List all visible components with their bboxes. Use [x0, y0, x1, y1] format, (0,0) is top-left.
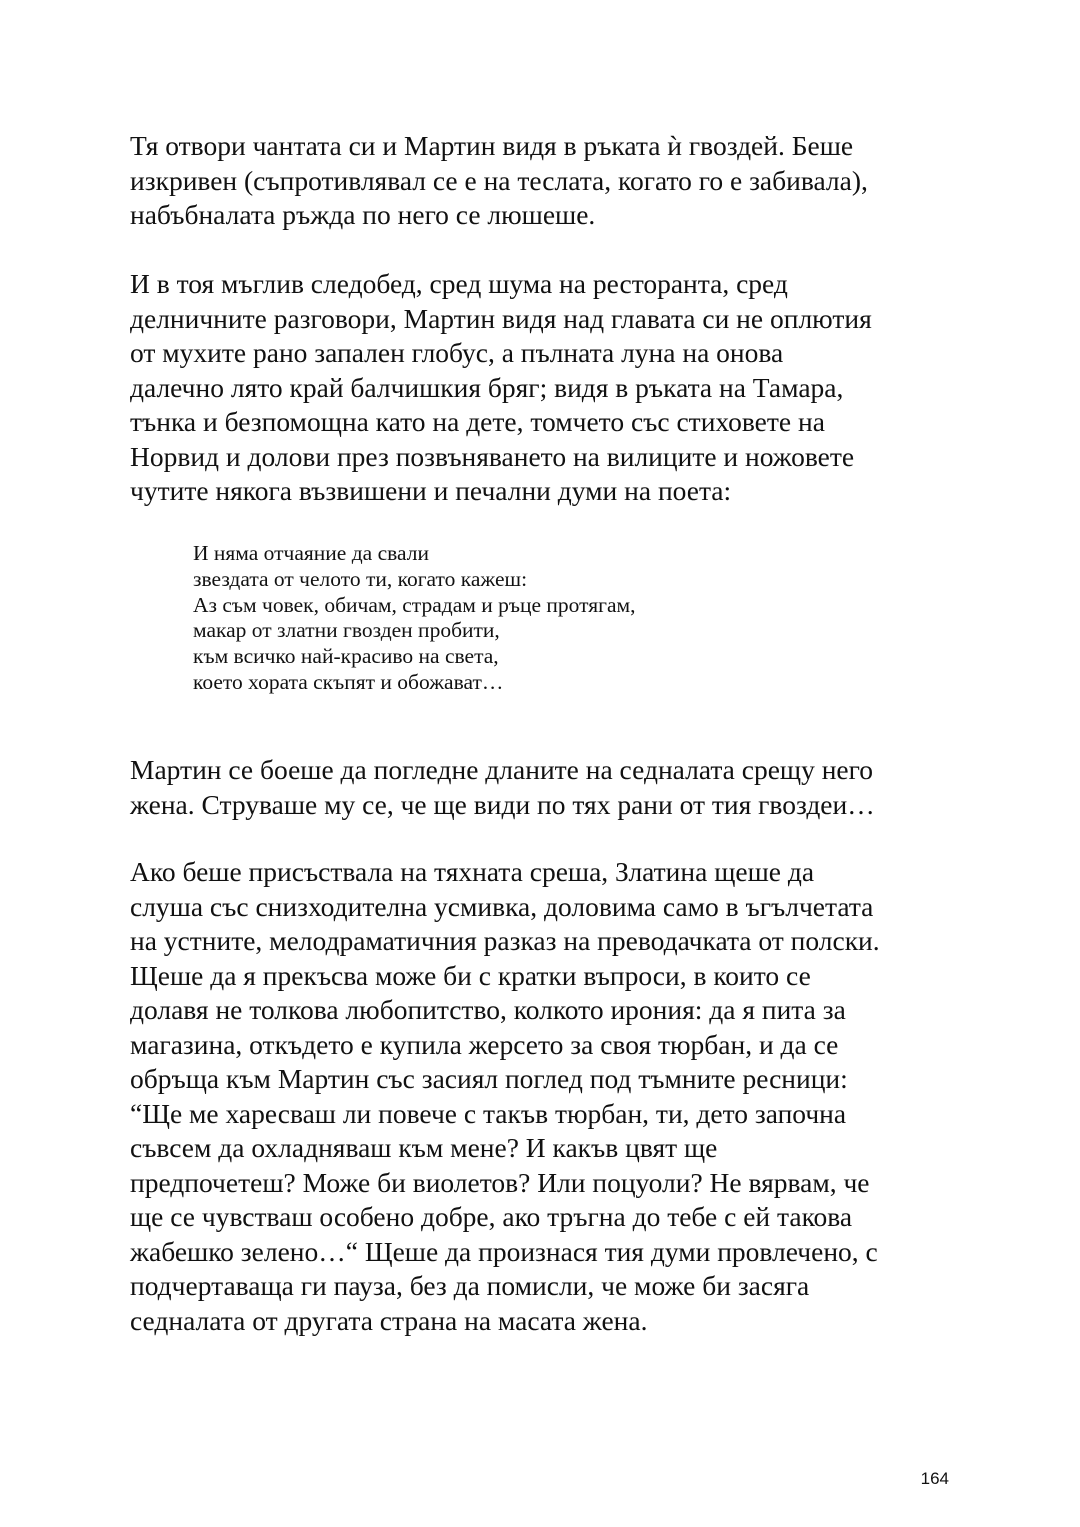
poem-line: звездата от челото ти, когато кажеш: — [193, 566, 528, 591]
text-line: обръща към Мартин със засиял поглед под тъмните ресници: — [130, 1063, 848, 1094]
text-line: тънка и безпомощна като на дете, томчето със стиховете на — [130, 406, 825, 437]
text-line: ще се чувстваш особено добре, ако тръгна до тебе с ей такова — [130, 1201, 853, 1232]
text-line: Мартин се боеше да погледне дланите на седналата срещу него — [130, 754, 873, 785]
text-line: предпочетеш? Може би виолетов? Или поцуоли? Не вярвам, че — [130, 1166, 870, 1198]
poem-line: Аз съм човек, обичам, страдам и ръце протягам, — [193, 592, 636, 617]
text-line: съвсем да охладняваш към мене? И какъв цвят ще — [130, 1132, 718, 1163]
text-line: подчертаваща ги пауза, без да помисли, че може би засяга — [130, 1270, 810, 1301]
text-line: Норвид и долови през позвъняването на вилиците и ножовете — [130, 440, 855, 472]
poem-quote — [193, 541, 893, 696]
poem-line: макар от златни гвозден пробити, — [193, 618, 500, 643]
poem-line: И няма отчаяние да свали — [193, 541, 429, 565]
text-line: Щеше да я прекъсва може би с кратки въпроси, в които се — [130, 959, 811, 991]
text-line: Ако беше присъствала на тяхната среша, Златина щеше да — [130, 856, 815, 887]
page-number: 164 — [920, 1469, 949, 1488]
text-line: Тя отвори чантата си и Мартин видя в ръката ѝ гвоздей. Беше — [130, 130, 854, 161]
text-line: далечно лято край балчишкия бряг; видя в ръката на Тамара, — [130, 371, 844, 403]
poem-line: което хората скъпят и обожават… — [193, 669, 504, 694]
text-line: магазина, откъдето е купила жерсето за своя тюрбан, и да се — [130, 1028, 839, 1060]
text-line: седналата от другата страна на масата жена. — [130, 1304, 648, 1336]
text-line: долавя не толкова любопитство, колкото ирония: да я пита за — [130, 994, 846, 1025]
text-line: жабешко зелено…“ Щеше да произнася тия думи провлечено, с — [130, 1235, 878, 1267]
text-line: жена. Струваше му се, че ще види по тях рани от тия гвоздеи… — [130, 788, 875, 820]
text-line: изкривен (съпротивлявал се е на теслата, когато го е забивала), — [130, 164, 868, 196]
paragraph-palms — [130, 753, 960, 822]
paragraph-foggy-afternoon — [130, 267, 960, 509]
text-line: на устните, мелодраматичния разказ на преводачката от полски. — [130, 925, 880, 956]
text-line: делничните разговори, Мартин видя над главата си не оплютия — [130, 302, 872, 334]
text-line: “Ще ме харесваш ли повече с такъв тюрбан, ти, дето започна — [130, 1097, 847, 1129]
paragraph-zlatina — [130, 855, 960, 1338]
text-line: слуша със снизходителна усмивка, доловима само в ъгълчетата — [130, 890, 874, 922]
text-line: набъбналата ръжда по него се люшеше. — [130, 199, 596, 230]
text-line: И в тоя мъглив следобед, сред шума на ресторанта, сред — [130, 268, 788, 299]
poem-line: към всичко най-красиво на света, — [193, 644, 499, 669]
text-line: чутите някога възвишени и печални думи на поета: — [130, 475, 732, 506]
paragraph-nail — [130, 129, 960, 233]
text-line: от мухите рано запален глобус, а пълната луна на онова — [130, 337, 784, 368]
